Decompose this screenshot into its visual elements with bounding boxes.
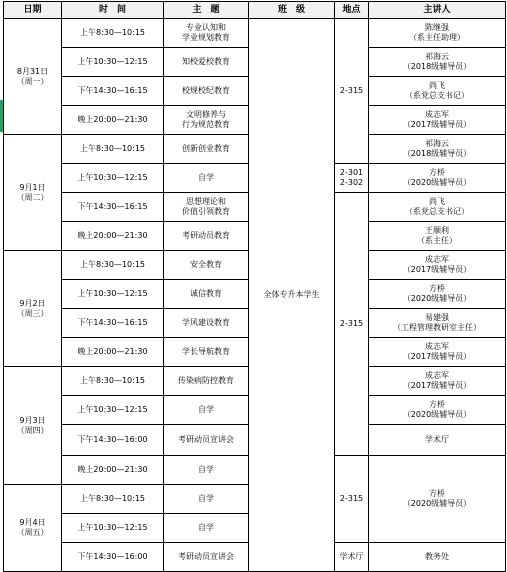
time-cell: 上午10:30—12:15 xyxy=(62,48,164,77)
time-cell: 上午10:30—12:15 xyxy=(62,164,164,193)
host-cell: 教务处 xyxy=(369,543,506,572)
header-host: 主讲人 xyxy=(369,2,506,19)
host-cell: 成志军 （2017级辅导员） xyxy=(369,106,506,135)
host-cell: 王顺利 （系主任） xyxy=(369,222,506,251)
topic-cell: 创新创业教育 xyxy=(164,135,249,164)
topic-cell: 自学 xyxy=(164,456,249,485)
topic-cell: 专业认知和 学业规划教育 xyxy=(164,19,249,48)
host-cell: 方桥 （2020级辅导员） xyxy=(369,456,506,543)
location-cell: 2-315 xyxy=(335,456,369,543)
host-cell: 尚飞 （系党总支书记） xyxy=(369,77,506,106)
header-time: 时 间 xyxy=(62,2,164,19)
topic-cell: 安全教育 xyxy=(164,251,249,280)
host-cell: 尚飞 （系党总支书记） xyxy=(369,193,506,222)
header-topic: 主 题 xyxy=(164,2,249,19)
location-cell: 2-315 xyxy=(335,19,369,164)
host-cell: 祁海云 （2018级辅导员） xyxy=(369,135,506,164)
host-cell: 成志军 （2017级辅导员） xyxy=(369,367,506,396)
host-cell: 方桥 （2020级辅导员） xyxy=(369,280,506,309)
host-cell: 成志军 （2017级辅导员） xyxy=(369,338,506,367)
topic-cell: 学长导航教育 xyxy=(164,338,249,367)
time-cell: 上午10:30—12:15 xyxy=(62,396,164,425)
location-cell: 学术厅 xyxy=(335,543,369,572)
time-cell: 下午14:30—16:00 xyxy=(62,425,164,456)
time-cell: 上午8:30—10:15 xyxy=(62,19,164,48)
host-cell: 易建强 （工程管理教研室主任） xyxy=(369,309,506,338)
time-cell: 下午14:30—16:15 xyxy=(62,309,164,338)
table-row xyxy=(4,19,506,48)
time-cell: 上午8:30—10:15 xyxy=(62,485,164,514)
header-row xyxy=(4,2,506,19)
host-cell: 陈继强 （系主任助理） xyxy=(369,19,506,48)
topic-cell: 学风建设教育 xyxy=(164,309,249,338)
topic-cell: 考研动员宣讲会 xyxy=(164,425,249,456)
topic-cell: 自学 xyxy=(164,164,249,193)
time-cell: 下午14:30—16:15 xyxy=(62,193,164,222)
time-cell: 晚上20:00—21:30 xyxy=(62,338,164,367)
class-cell: 全体专升本学生 xyxy=(249,19,335,572)
topic-cell: 文明修养与 行为规范教育 xyxy=(164,106,249,135)
time-cell: 晚上20:00—21:30 xyxy=(62,222,164,251)
header-date: 日期 xyxy=(4,2,62,19)
date-cell: 9月1日 （周二） xyxy=(4,135,62,251)
time-cell: 晚上20:00—21:30 xyxy=(62,106,164,135)
time-cell: 下午14:30—16:15 xyxy=(62,77,164,106)
time-cell: 上午10:30—12:15 xyxy=(62,280,164,309)
topic-cell: 校规校纪教育 xyxy=(164,77,249,106)
date-cell: 8月31日 （周一） xyxy=(4,19,62,135)
topic-cell: 考研动员教育 xyxy=(164,222,249,251)
host-cell: 方桥 （2020级辅导员） xyxy=(369,396,506,425)
topic-cell: 考研动员宣讲会 xyxy=(164,543,249,572)
time-cell: 晚上20:00—21:30 xyxy=(62,456,164,485)
schedule-table xyxy=(3,1,506,572)
date-cell: 9月3日 （周四） xyxy=(4,367,62,485)
date-cell: 9月2日 （周三） xyxy=(4,251,62,367)
topic-cell: 传染病防控教育 xyxy=(164,367,249,396)
host-cell: 祁海云 （2018级辅导员） xyxy=(369,48,506,77)
host-cell: 成志军 （2017级辅导员） xyxy=(369,251,506,280)
time-cell: 上午8:30—10:15 xyxy=(62,251,164,280)
header-class: 班 级 xyxy=(249,2,335,19)
topic-cell: 思想理论和 价值引领教育 xyxy=(164,193,249,222)
topic-cell: 知校爱校教育 xyxy=(164,48,249,77)
location-cell: 学术厅 xyxy=(369,425,506,456)
time-cell: 上午8:30—10:15 xyxy=(62,367,164,396)
date-cell: 9月4日 （周五） xyxy=(4,485,62,572)
location-cell: 2-301 2-302 xyxy=(335,164,369,193)
time-cell: 上午8:30—10:15 xyxy=(62,135,164,164)
topic-cell: 自学 xyxy=(164,514,249,543)
time-cell: 上午10:30—12:15 xyxy=(62,514,164,543)
topic-cell: 自学 xyxy=(164,485,249,514)
topic-cell: 自学 xyxy=(164,396,249,425)
location-cell: 2-315 xyxy=(335,193,369,456)
host-cell: 方桥 （2020级辅导员） xyxy=(369,164,506,193)
topic-cell: 诚信教育 xyxy=(164,280,249,309)
header-location: 地点 xyxy=(335,2,369,19)
time-cell: 下午14:30—16:00 xyxy=(62,543,164,572)
